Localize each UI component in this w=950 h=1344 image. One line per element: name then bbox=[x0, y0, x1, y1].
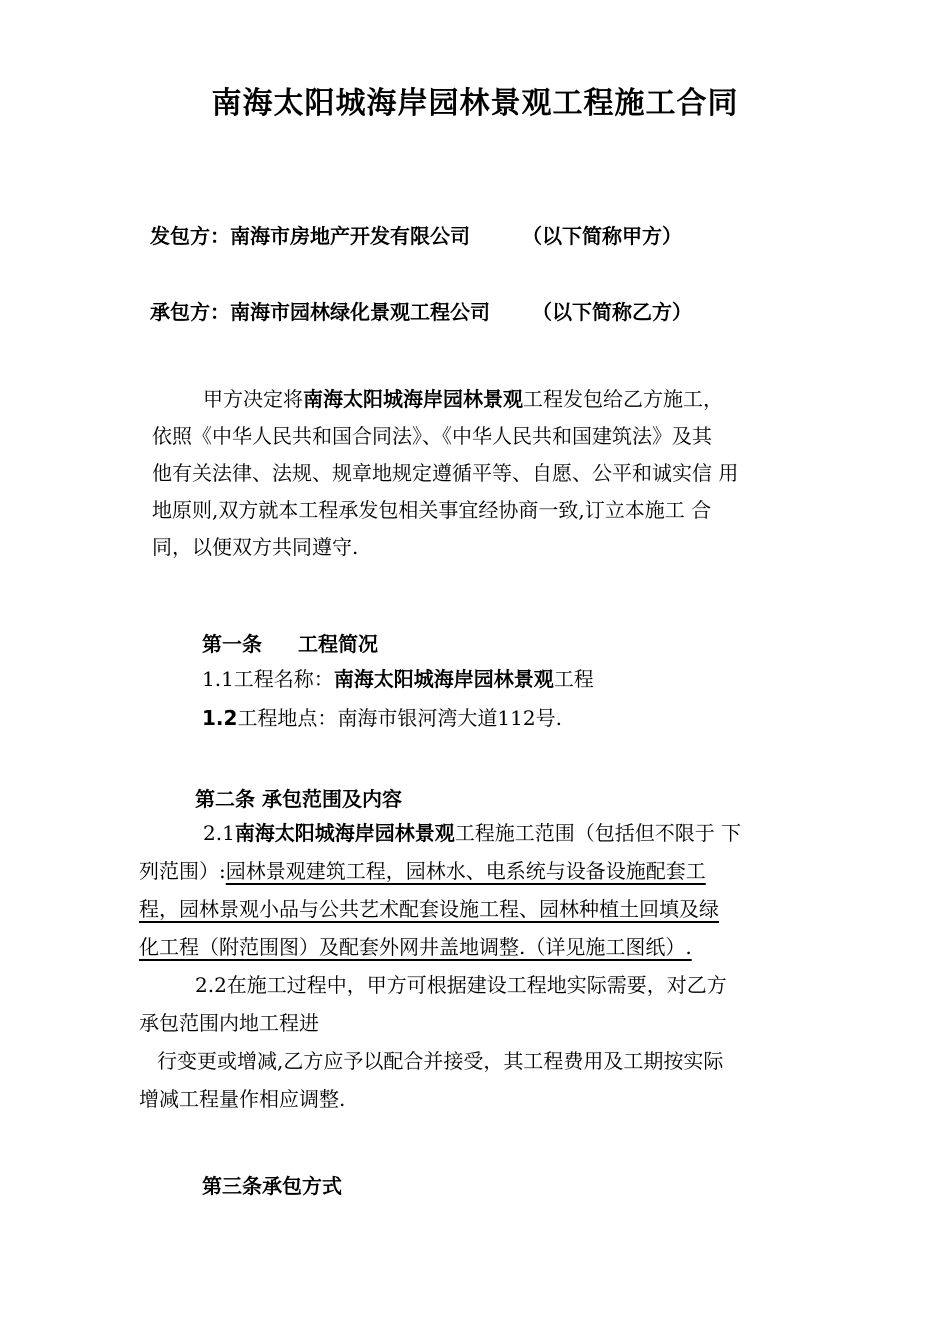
page-title: 南海太阳城海岸园林景观工程施工合同 bbox=[211, 86, 739, 121]
article-2-item-1-line-1: 2.1南海太阳城海岸园林景观工程施工范围（包括但不限于 下 bbox=[203, 821, 742, 845]
article-2-item-1-line-4: 化工程（附范围图）及配套外网井盖地调整.（详见施工图纸）. bbox=[139, 935, 692, 959]
contractor-line bbox=[150, 296, 692, 325]
article-1-item-1: 1.1工程名称：南海太阳城海岸园林景观工程 bbox=[202, 667, 594, 691]
article-1-heading: 第一条 工程简况 bbox=[202, 632, 378, 656]
article-3-heading: 第三条承包方式 bbox=[202, 1174, 342, 1198]
employer-name: 南海市房地产开发有限公司 bbox=[230, 224, 470, 248]
article-2-item-2-line-1: 2.2在施工过程中，甲方可根据建设工程地实际需要，对乙方 bbox=[195, 973, 727, 997]
preamble-line-5: 同，以便双方共同遵守. bbox=[152, 535, 359, 559]
article-2-item-2-line-2: 承包范围内地工程进 bbox=[139, 1011, 319, 1035]
article-2-item-1-line-2: 列范围）:园林景观建筑工程，园林水、电系统与设备设施配套工 bbox=[139, 859, 706, 883]
contractor-name: 南海市园林绿化景观工程公司 bbox=[230, 300, 490, 324]
article-1-item-2: 1.2工程地点：南海市银河湾大道112号. bbox=[202, 706, 562, 730]
article-2-item-2-line-3: 行变更或增减,乙方应予以配合并接受，其工程费用及工期按实际 bbox=[157, 1049, 724, 1073]
preamble-line-3: 他有关法律、法规、规章地规定遵循平等、自愿、公平和诚实信 用 bbox=[152, 461, 739, 485]
preamble-line-2: 依照《中华人民共和国合同法》、《中华人民共和国建筑法》及其 bbox=[152, 424, 712, 448]
preamble-line-1: 甲方决定将南海太阳城海岸园林景观工程发包给乙方施工， bbox=[203, 387, 723, 411]
employer-label: 发包方： bbox=[150, 224, 230, 248]
preamble-line-4: 地原则,双方就本工程承发包相关事宜经协商一致,订立本施工 合 bbox=[152, 498, 712, 522]
employer-line bbox=[150, 220, 682, 249]
contractor-alias: （以下简称乙方） bbox=[532, 300, 692, 324]
article-2-heading: 第二条 承包范围及内容 bbox=[195, 787, 402, 811]
article-2-item-2-line-4: 增减工程量作相应调整. bbox=[139, 1087, 346, 1111]
employer-alias: （以下简称甲方） bbox=[522, 224, 682, 248]
contractor-label: 承包方： bbox=[150, 300, 230, 324]
article-2-item-1-line-3: 程，园林景观小品与公共艺术配套设施工程、园林种植土回填及绿 bbox=[139, 897, 719, 921]
